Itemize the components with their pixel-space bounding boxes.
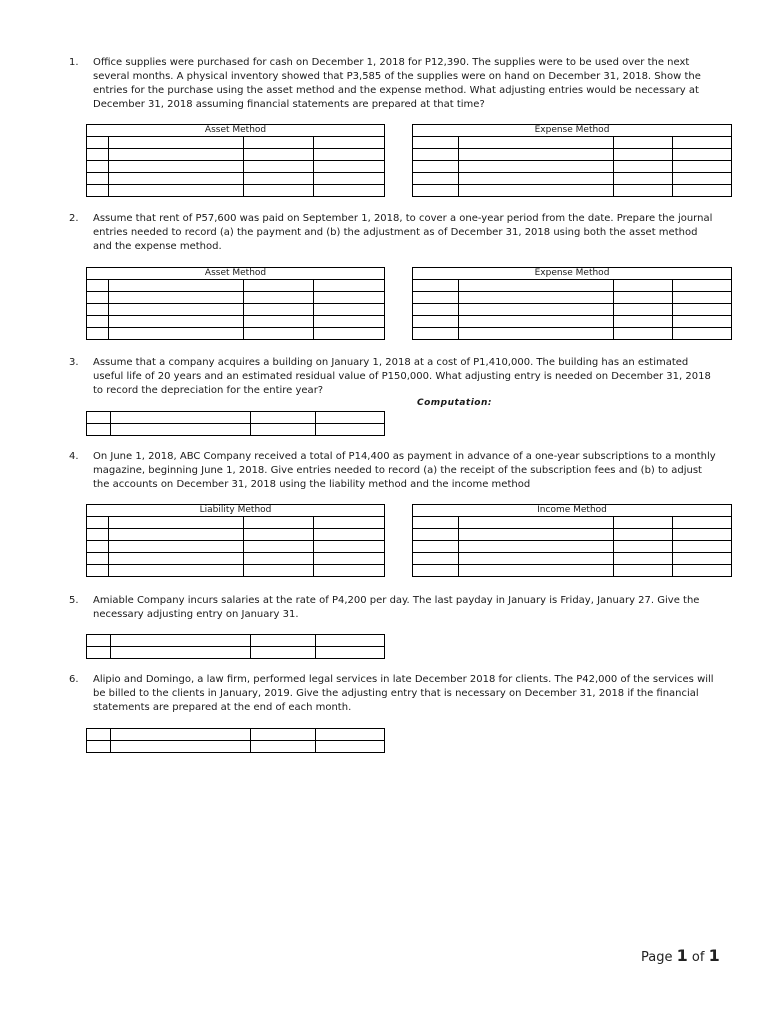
table-cell: [413, 149, 459, 161]
table-cell: [459, 328, 614, 340]
table-row: [413, 173, 732, 185]
table-cell: [673, 161, 732, 173]
question-text: On June 1, 2018, ABC Company received a total of P14,400 as payment in advance of a one-year subscriptions to a monthly magazine, beginning June 1, 2018. Give entries needed to record (a) the receipt of the subscription fees and (b) to adjust the accounts on December 31, 2018 using the liability method and the income method: [93, 451, 716, 490]
table-cell: [459, 280, 614, 292]
table-cell: [673, 529, 732, 541]
table-cell: [459, 316, 614, 328]
table-cell: [314, 541, 385, 553]
table-row: [87, 304, 385, 316]
table-cell: [87, 553, 109, 565]
table-cell: [244, 185, 314, 197]
table-cell: [314, 173, 385, 185]
table-row: [413, 517, 732, 529]
table-cell: [459, 517, 614, 529]
table-cell: [614, 280, 673, 292]
table-cell: [673, 280, 732, 292]
table-cell: [109, 328, 244, 340]
table-cell: [614, 304, 673, 316]
table-row: [87, 161, 385, 173]
table-cell: [251, 647, 316, 659]
table-cell: [111, 635, 251, 647]
table-cell: [87, 541, 109, 553]
table-cell: [413, 541, 459, 553]
question-number: 4.: [69, 451, 79, 462]
table-cell: [251, 729, 316, 741]
table-cell: [316, 647, 385, 659]
table-cell: [459, 161, 614, 173]
table-cell: [413, 517, 459, 529]
table-cell: [109, 565, 244, 577]
table-cell: [673, 185, 732, 197]
table-cell: [459, 149, 614, 161]
table-cell: [614, 173, 673, 185]
table-cell: [244, 565, 314, 577]
table-row: [413, 565, 732, 577]
table-cell: [673, 553, 732, 565]
table-cell: [244, 316, 314, 328]
table-row: [87, 541, 385, 553]
table-cell: [314, 316, 385, 328]
table-row: [87, 280, 385, 292]
table-cell: [673, 149, 732, 161]
question-number: 2.: [69, 213, 79, 224]
table-header: Asset Method: [87, 125, 385, 137]
table-cell: [413, 529, 459, 541]
table-cell: [314, 149, 385, 161]
table-cell: [316, 424, 385, 436]
table-cell: [244, 304, 314, 316]
table-cell: [413, 185, 459, 197]
table-cell: [314, 565, 385, 577]
table-row: [87, 529, 385, 541]
table-cell: [109, 185, 244, 197]
question-text: Office supplies were purchased for cash on December 1, 2018 for P12,390. The supplies were to be used over the next several months. A physical inventory showed that P3,585 of the supplies were on hand on December 31, 2018. Show the entries for the purchase using the asset method and the expense method. What adjusting entries would be necessary at December 31, 2018 assuming financial statements are prepared at that time?: [93, 57, 701, 110]
table-cell: [459, 565, 614, 577]
table-cell: [109, 517, 244, 529]
table-cell: [314, 280, 385, 292]
table-cell: [614, 137, 673, 149]
table-cell: [109, 280, 244, 292]
table-cell: [109, 304, 244, 316]
table-cell: [87, 292, 109, 304]
page-number: 1: [676, 946, 688, 965]
journal-table-q5: [86, 634, 385, 659]
table-row: [87, 412, 385, 424]
table-cell: [614, 565, 673, 577]
table-cell: [87, 424, 111, 436]
table-cell: [109, 292, 244, 304]
table-cell: [413, 137, 459, 149]
table-cell: [673, 565, 732, 577]
table-cell: [614, 553, 673, 565]
table-cell: [111, 729, 251, 741]
table-cell: [314, 529, 385, 541]
table-header: Expense Method: [413, 268, 732, 280]
table-cell: [413, 292, 459, 304]
table-cell: [459, 304, 614, 316]
table-cell: [673, 292, 732, 304]
question-number: 5.: [69, 595, 79, 606]
table-cell: [673, 316, 732, 328]
table-row: [87, 424, 385, 436]
table-cell: [87, 517, 109, 529]
table-cell: [316, 635, 385, 647]
table-cell: [673, 328, 732, 340]
table-cell: [459, 292, 614, 304]
journal-table-income-method-q4: [412, 504, 732, 577]
table-cell: [459, 553, 614, 565]
table-row: [87, 553, 385, 565]
table-row: [87, 328, 385, 340]
table-header: Expense Method: [413, 125, 732, 137]
table-cell: [244, 553, 314, 565]
table-cell: [251, 424, 316, 436]
question-number: 6.: [69, 674, 79, 685]
table-cell: [87, 529, 109, 541]
table-cell: [109, 137, 244, 149]
table-row: [413, 137, 732, 149]
journal-table-expense-method-q2: [412, 267, 732, 340]
table-cell: [87, 173, 109, 185]
table-cell: [87, 729, 111, 741]
table-row: [413, 328, 732, 340]
table-cell: [109, 161, 244, 173]
question-number: 3.: [69, 357, 79, 368]
journal-table-liability-method-q4: [86, 504, 385, 577]
table-row: [87, 647, 385, 659]
table-row: [413, 185, 732, 197]
table-header: Income Method: [413, 505, 732, 517]
table-cell: [673, 541, 732, 553]
table-cell: [314, 304, 385, 316]
table-row: [87, 635, 385, 647]
table-row: [413, 280, 732, 292]
table-cell: [673, 137, 732, 149]
table-cell: [244, 280, 314, 292]
table-cell: [109, 173, 244, 185]
table-cell: [251, 635, 316, 647]
of-word: of: [691, 950, 705, 965]
page-word: Page: [641, 950, 673, 965]
table-header: Asset Method: [87, 268, 385, 280]
table-cell: [316, 741, 385, 753]
table-cell: [244, 328, 314, 340]
table-cell: [314, 161, 385, 173]
table-cell: [413, 553, 459, 565]
table-row: [87, 173, 385, 185]
table-cell: [244, 517, 314, 529]
table-row: [413, 529, 732, 541]
table-cell: [251, 412, 316, 424]
table-cell: [244, 161, 314, 173]
table-row: [87, 137, 385, 149]
table-cell: [314, 517, 385, 529]
table-cell: [87, 304, 109, 316]
table-row: [413, 304, 732, 316]
table-cell: [314, 137, 385, 149]
table-cell: [87, 741, 111, 753]
table-cell: [614, 517, 673, 529]
table-cell: [251, 741, 316, 753]
table-cell: [111, 741, 251, 753]
table-row: [413, 149, 732, 161]
question-text: Amiable Company incurs salaries at the rate of P4,200 per day. The last payday in January is Friday, January 27. Give the necessary adjusting entry on January 31.: [93, 595, 700, 620]
table-cell: [87, 280, 109, 292]
table-cell: [673, 304, 732, 316]
table-row: [87, 316, 385, 328]
table-row: [413, 161, 732, 173]
table-row: [413, 316, 732, 328]
table-cell: [413, 328, 459, 340]
table-cell: [87, 185, 109, 197]
table-cell: [614, 328, 673, 340]
table-cell: [109, 529, 244, 541]
table-cell: [111, 412, 251, 424]
question-text: Assume that rent of P57,600 was paid on September 1, 2018, to cover a one-year period from the date. Prepare the journal entries needed to record (a) the payment and (b) the adjustment as of December 31, 2018 using both the asset method and the expense method.: [93, 213, 713, 252]
table-cell: [109, 553, 244, 565]
journal-table-q3: [86, 411, 385, 436]
table-row: [87, 729, 385, 741]
table-cell: [614, 292, 673, 304]
journal-table-q6: [86, 728, 385, 753]
table-cell: [314, 185, 385, 197]
question-number: 1.: [69, 57, 79, 68]
table-cell: [314, 553, 385, 565]
table-row: [87, 741, 385, 753]
table-cell: [459, 541, 614, 553]
computation-label: Computation:: [417, 398, 492, 408]
table-cell: [244, 529, 314, 541]
table-cell: [614, 316, 673, 328]
table-cell: [459, 529, 614, 541]
table-cell: [459, 173, 614, 185]
table-cell: [244, 541, 314, 553]
table-cell: [87, 412, 111, 424]
table-cell: [87, 565, 109, 577]
table-cell: [109, 316, 244, 328]
table-row: [87, 185, 385, 197]
table-cell: [87, 161, 109, 173]
table-cell: [111, 424, 251, 436]
table-cell: [316, 729, 385, 741]
table-cell: [614, 161, 673, 173]
table-cell: [673, 173, 732, 185]
table-cell: [316, 412, 385, 424]
table-row: [413, 292, 732, 304]
table-cell: [244, 292, 314, 304]
table-cell: [109, 149, 244, 161]
question-text: Alipio and Domingo, a law firm, performed legal services in late December 2018 for clients. The P42,000 of the services will be billed to the clients in January, 2019. Give the adjusting entry that is necessary on December 31, 2018 if the financial statements are prepared at the end of each month.: [93, 674, 714, 713]
table-row: [87, 149, 385, 161]
table-row: [87, 565, 385, 577]
table-cell: [314, 328, 385, 340]
page-total: 1: [708, 946, 720, 965]
table-cell: [413, 565, 459, 577]
table-cell: [87, 328, 109, 340]
table-cell: [87, 137, 109, 149]
table-cell: [413, 316, 459, 328]
table-cell: [614, 529, 673, 541]
table-cell: [244, 137, 314, 149]
table-cell: [614, 185, 673, 197]
table-cell: [413, 280, 459, 292]
table-cell: [87, 316, 109, 328]
table-row: [413, 553, 732, 565]
journal-table-asset-method-q2: [86, 267, 385, 340]
table-cell: [413, 161, 459, 173]
table-cell: [614, 149, 673, 161]
table-cell: [413, 173, 459, 185]
table-cell: [109, 541, 244, 553]
table-cell: [244, 173, 314, 185]
table-cell: [673, 517, 732, 529]
table-cell: [244, 149, 314, 161]
table-cell: [87, 635, 111, 647]
table-cell: [314, 292, 385, 304]
table-cell: [614, 541, 673, 553]
table-cell: [459, 137, 614, 149]
table-header: Liability Method: [87, 505, 385, 517]
table-row: [87, 292, 385, 304]
table-cell: [413, 304, 459, 316]
question-text: Assume that a company acquires a building on January 1, 2018 at a cost of P1,410,000. The building has an estimated useful life of 20 years and an estimated residual value of P150,000. What adjusting entry is needed on December 31, 2018 to record the depreciation for the entire year?: [93, 357, 711, 396]
table-cell: [111, 647, 251, 659]
table-row: [413, 541, 732, 553]
table-cell: [459, 185, 614, 197]
table-cell: [87, 647, 111, 659]
table-cell: [87, 149, 109, 161]
table-row: [87, 517, 385, 529]
page-footer: [641, 946, 720, 965]
journal-table-asset-method-q1: [86, 124, 385, 197]
journal-table-expense-method-q1: [412, 124, 732, 197]
